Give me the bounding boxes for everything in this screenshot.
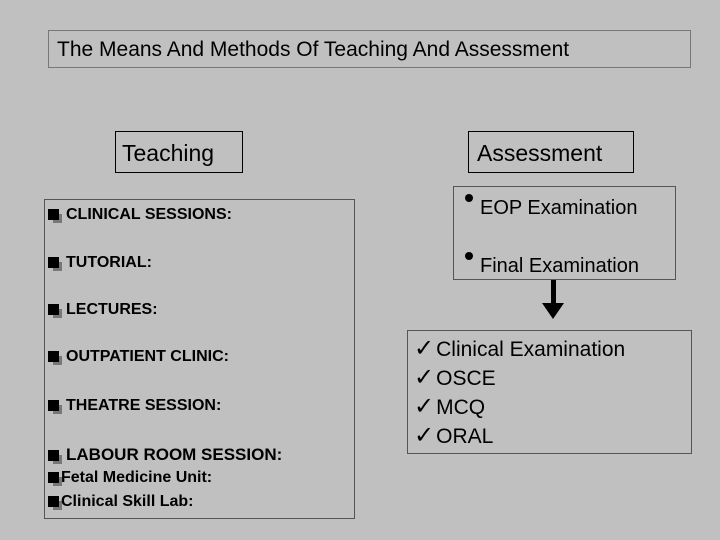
dot-bullet-icon [465,252,473,260]
down-arrow-head [542,303,564,319]
component-clinical-examination: ✓Clinical Examination [414,334,626,362]
teaching-item-tutorial: TUTORIAL: [48,254,152,272]
down-arrow-icon [551,280,556,304]
slide-title: The Means And Methods Of Teaching And Assessment [57,38,570,61]
assessment-header: Assessment [477,140,603,166]
teaching-item-theatre-session: THEATRE SESSION: [48,397,221,415]
teaching-item-clinical-skill-lab: Clinical Skill Lab: [48,493,193,511]
square-checkbox-icon [48,400,59,411]
teaching-item-labour-room-session: LABOUR ROOM SESSION: [48,445,282,465]
checkmark-icon: ✓ [414,363,435,391]
checkmark-icon: ✓ [414,334,435,362]
teaching-header-box [115,131,243,173]
checkmark-icon: ✓ [414,421,435,449]
component-osce: ✓OSCE [414,363,496,391]
teaching-item-clinical-sessions: CLINICAL SESSIONS: [48,206,232,224]
assessment-header-box [468,131,634,173]
slide-title-box [48,30,691,68]
square-checkbox-icon [48,496,59,507]
teaching-item-fetal-medicine-unit: Fetal Medicine Unit: [48,469,212,487]
teaching-item-outpatient-clinic: OUTPATIENT CLINIC: [48,348,229,366]
component-oral: ✓ORAL [414,421,494,449]
exam-item-eop: EOP Examination [465,194,638,220]
square-checkbox-icon [48,257,59,268]
component-mcq: ✓MCQ [414,392,486,420]
square-checkbox-icon [48,450,59,461]
teaching-item-lectures: LECTURES: [48,301,158,319]
square-checkbox-icon [48,304,59,315]
square-checkbox-icon [48,472,59,483]
square-checkbox-icon [48,209,59,220]
teaching-header: Teaching [122,140,215,166]
square-checkbox-icon [48,351,59,362]
exam-item-final: Final Examination [465,252,639,278]
dot-bullet-icon [465,194,473,202]
checkmark-icon: ✓ [414,392,435,420]
